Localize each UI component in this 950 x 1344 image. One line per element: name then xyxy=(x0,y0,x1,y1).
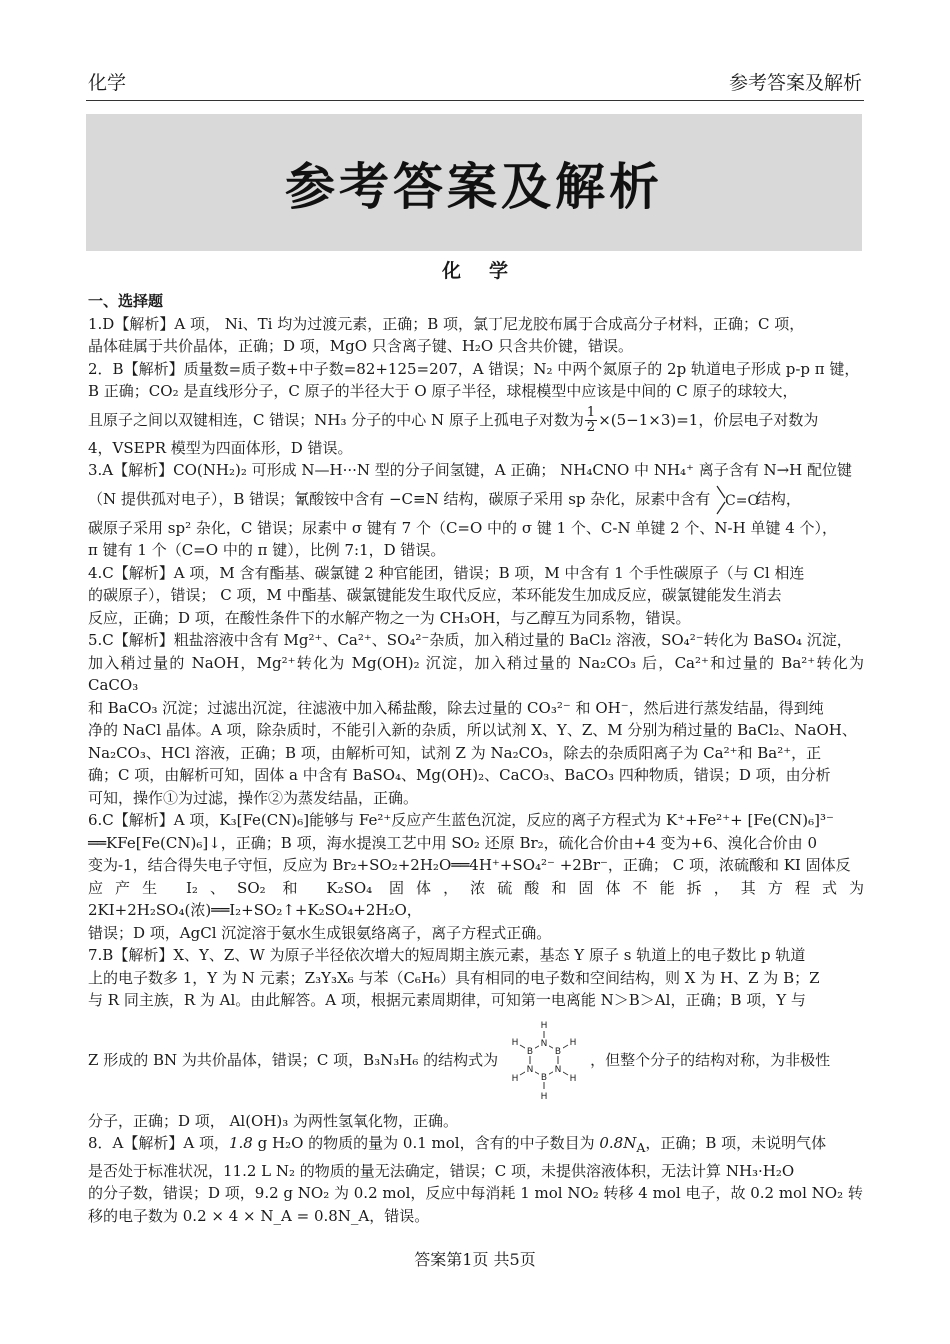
q5-line-7: 可知，操作①为过滤，操作②为蒸发结晶，正确。 xyxy=(88,788,419,807)
q4-line-1: 4.C【解析】A 项，M 含有酯基、碳氯键 2 种官能团，错误；B 项，M 中含有 1 个手性碳原子（与 Cl 相连 xyxy=(88,563,805,582)
q8-line-1 xyxy=(88,1132,864,1160)
section-title: 一、选择题 xyxy=(88,292,164,310)
atom-h-4: H xyxy=(540,1091,548,1102)
q8-mass: 1.8 xyxy=(228,1134,253,1152)
q6-line-1: 6.C【解析】A 项，K₃[Fe(CN)₆]能够与 Fe²⁺反应产生蓝色沉淀，反应的离子方程式为 K⁺+Fe²⁺+ [Fe(CN)₆]³⁻ xyxy=(88,811,834,829)
answer-q5 xyxy=(88,629,864,809)
q4-line-2: 的碳原子），错误； C 项，M 中酯基、碳氯键能发生取代反应，苯环能发生加成反应，碳氯键能发生消去 xyxy=(88,586,782,604)
q5-line-5: Na₂CO₃、HCl 溶液，正确；B 项，由解析可知，试剂 Z 为 Na₂CO₃，除去的杂质阳离子为 Ca²⁺和 Ba²⁺，正 xyxy=(88,743,822,762)
header-doc-title: 参考答案及解析 xyxy=(728,72,862,94)
atom-b-upper-left: B xyxy=(527,1046,534,1057)
q5-line-6: 确；C 项，由解析可知，固体 a 中含有 BaSO₄、Mg(OH)₂、CaCO₃、BaCO₃ 四种物质，错误；D 项，由分析 xyxy=(88,766,831,784)
atom-h-1: H xyxy=(540,1020,548,1031)
q7-line-3: 与 R 同主族，R 为 Al。由此解答。A 项，根据元素周期律，可知第一电离能 N＞B＞Al，正确；B 项，Y 与 xyxy=(88,991,806,1009)
atom-h-3: H xyxy=(569,1073,577,1084)
fraction xyxy=(585,406,597,435)
q2-line-2: B 正确；CO₂ 是直线形分子，C 原子的半径大于 O 原子半径，球棍模型中应该是中间的 C 原子的球较大， xyxy=(88,382,798,400)
header-rule xyxy=(86,100,864,101)
q7-line-2: 上的电子数多 1，Y 为 N 元素；Z₃Y₃X₆ 与苯（C₆H₆）具有相同的电子数和空间结构，则 X 为 H、Z 为 B；Z xyxy=(88,968,820,987)
q3-line-4: π 键有 1 个（C=O 中的 π 键），比例 7:1，D 错误。 xyxy=(88,541,446,559)
atom-b-bottom: B xyxy=(541,1072,548,1083)
q8-line-1c: g H₂O 的物质的量为 0.1 mol，含有的中子数目为 xyxy=(252,1134,600,1152)
header-subject: 化学 xyxy=(88,72,127,94)
q3-line-2b: 结构， xyxy=(755,489,801,508)
q7-line-1: 7.B【解析】X、Y、Z、W 为原子半径依次增大的短周期主族元素，基态 Y 原子 s 轨道上的电子数比 p 轨道 xyxy=(88,946,806,964)
q5-line-4: 净的 NaCl 晶体。A 项，除杂质时，不能引入新的杂质，所以试剂 X、Y、Z、M 分别为稍过量的 BaCl₂、NaOH、 xyxy=(88,721,857,739)
q6-line-3: 变为-1，结合得失电子守恒，反应为 Br₂+SO₂+2H₂O══4H⁺+SO₄²⁻ +2Br⁻，正确； C 项，浓硫酸和 KI 固体反 xyxy=(88,856,851,874)
q2-line-3b: ×(5−1×3)=1，价层电子对数为 xyxy=(598,410,819,429)
q8-line-1a: 8．A【解析】A 项， xyxy=(88,1134,229,1152)
answer-content xyxy=(88,290,864,1227)
answer-q4 xyxy=(88,562,864,630)
answer-q7 xyxy=(88,944,864,1132)
fraction-denominator: 2 xyxy=(586,420,596,435)
q3-line-2a: （N 提供孤对电子），B 错误；氰酸铵中含有 −C≡N 结构，碳原子采用 sp 杂化，尿素中含有 xyxy=(88,489,711,508)
q7-line-4a: Z 形成的 BN 为共价晶体，错误；C 项，B₃N₃H₆ 的结构式为 xyxy=(88,1051,499,1070)
q4-line-3: 反应，正确；D 项，在酸性条件下的水解产物之一为 CH₃OH，与乙醇互为同系物，错误。 xyxy=(88,608,691,627)
q6-line-4: 应产生 I₂、SO₂ 和 K₂SO₄ 固体，浓硫酸和固体不能拆，其方程式为 2KI+2H₂SO₄(浓)══I₂+SO₂↑+K₂SO₄+2H₂O， xyxy=(88,878,864,919)
carbonyl-label: C=O xyxy=(725,492,760,509)
q3-line-3: 碳原子采用 sp² 杂化，C 错误；尿素中 σ 键有 7 个（C=O 中的 σ 键 1 个、C-N 单键 2 个、N-H 单键 4 个）， xyxy=(88,518,838,537)
subject-heading: 化学 xyxy=(441,260,536,282)
q7-line-4b: ，但整个分子的结构对称，为非极性 xyxy=(590,1051,831,1070)
answer-q8 xyxy=(88,1132,864,1227)
q8-line-1f: ，正确；B 项，未说明气体 xyxy=(645,1134,827,1152)
q2-line-3a: 且原子之间以双键相连，C 错误；NH₃ 分子的中心 N 原子上孤电子对数为 xyxy=(88,410,584,429)
q5-line-1: 5.C【解析】粗盐溶液中含有 Mg²⁺、Ca²⁺、SO₄²⁻杂质，加入稍过量的 BaCl₂ 溶液，SO₄²⁻转化为 BaSO₄ 沉淀， xyxy=(88,631,852,649)
atom-h-2: H xyxy=(569,1037,577,1048)
banner-title: 参考答案及解析 xyxy=(285,156,663,216)
atom-n-lower-left: N xyxy=(526,1064,534,1075)
q6-line-5: 错误；D 项，AgCl 沉淀溶于氨水生成银氨络离子，离子方程式正确。 xyxy=(88,923,552,942)
borazine-structure-icon xyxy=(504,1015,584,1107)
title-banner xyxy=(86,114,862,251)
answer-q6 xyxy=(88,809,864,944)
q7-line-4 xyxy=(88,1012,864,1110)
fraction-numerator: 1 xyxy=(586,405,596,420)
answer-q3 xyxy=(88,459,864,562)
q8-line-3: 的分子数，错误；D 项，9.2 g NO₂ 为 0.2 mol，反应中每消耗 1 mol NO₂ 转移 4 mol 电子，故 0.2 mol NO₂ 转 xyxy=(88,1184,863,1202)
atom-n-top: N xyxy=(540,1038,548,1049)
page-footer: 答案第1页 共5页 xyxy=(414,1250,536,1269)
q3-line-2 xyxy=(88,482,864,517)
q3-line-1: 3.A【解析】CO(NH₂)₂ 可形成 N—H···N 型的分子间氢键，A 正确； NH₄CNO 中 NH₄⁺ 离子含有 N→H 配位键 xyxy=(88,461,853,479)
atom-h-6: H xyxy=(511,1037,519,1048)
atom-b-upper-right: B xyxy=(555,1046,562,1057)
q5-line-3: 和 BaCO₃ 沉淀；过滤出沉淀，往滤液中加入稀盐酸，除去过量的 CO₃²⁻ 和 OH⁻，然后进行蒸发结晶，得到纯 xyxy=(88,698,824,717)
atom-h-5: H xyxy=(511,1073,519,1084)
q1-line-1: 1.D【解析】A 项， Ni、Ti 均为过渡元素，正确；B 项，氯丁尼龙胶布属于合成高分子材料，正确；C 项， xyxy=(88,314,805,333)
q2-line-4: 4，VSEPR 模型为四面体形，D 错误。 xyxy=(88,438,353,457)
answer-q1 xyxy=(88,313,864,358)
q8-line-4: 移的电子数为 0.2 × 4 × N_A = 0.8N_A，错误。 xyxy=(88,1206,430,1225)
q8-avogadro-sub: A xyxy=(636,1140,646,1155)
q6-line-2: ══KFe[Fe(CN)₆]↓，正确；B 项，海水提溴工艺中用 SO₂ 还原 Br₂，硫化合价由+4 变为+6、溴化合价由 0 xyxy=(88,833,817,852)
answer-q2 xyxy=(88,358,864,460)
atom-n-lower-right: N xyxy=(554,1064,562,1075)
q2-line-3 xyxy=(88,403,864,437)
carbonyl-structure-icon xyxy=(715,483,760,517)
q2-line-1: 2．B【解析】质量数=质子数+中子数=82+125=207，A 错误；N₂ 中两个氮原子的 2p 轨道电子形成 p-p π 键， xyxy=(88,359,860,378)
q8-line-2: 是否处于标准状况，11.2 L N₂ 的物质的量无法确定，错误；C 项，未提供溶液体积，无法计算 NH₃·H₂O xyxy=(88,1161,795,1180)
q5-line-2: 加入稍过量的 NaOH，Mg²⁺转化为 Mg(OH)₂ 沉淀，加入稍过量的 Na₂CO₃ 后，Ca²⁺和过量的 Ba²⁺转化为 CaCO₃ xyxy=(88,653,864,694)
q7-line-5: 分子，正确；D 项， Al(OH)₃ 为两性氢氧化物，正确。 xyxy=(88,1111,459,1130)
q8-neutron-count: 0.8N xyxy=(599,1134,637,1152)
q1-line-2: 晶体硅属于共价晶体，正确；D 项，MgO 只含离子键、H₂O 只含共价键，错误。 xyxy=(88,337,633,355)
